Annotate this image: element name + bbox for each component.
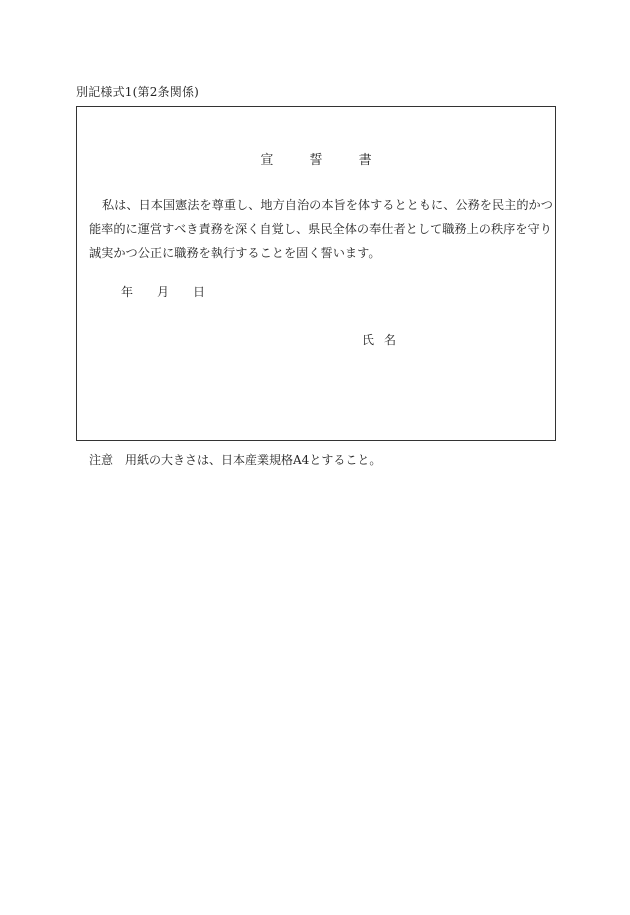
- note-text: 用紙の大きさは、日本産業規格A4とすること。: [125, 453, 382, 467]
- pledge-frame: [76, 106, 556, 441]
- title-char-1: 宣: [260, 153, 274, 168]
- title-char-2: 誓: [309, 153, 323, 168]
- name-field: [362, 331, 396, 348]
- form-label: 別記様式1(第2条関係): [76, 85, 200, 99]
- date-year-label: 年: [121, 285, 134, 299]
- document-title: [77, 149, 555, 168]
- date-day-label: 日: [193, 285, 206, 299]
- pledge-text: [89, 193, 553, 265]
- name-label-second: 名: [384, 333, 397, 347]
- pledge-line-2: 能率的に運営すべき責務を深く自覚し、県民全体の奉仕者として職務上の秩序を守り: [89, 222, 552, 236]
- note-label: 注意: [89, 453, 114, 467]
- footer-note: [89, 451, 381, 468]
- date-field: [121, 283, 205, 300]
- title-char-3: 書: [358, 153, 372, 168]
- pledge-line-1: 私は、日本国憲法を尊重し、地方自治の本旨を体するとともに、公務を民主的かつ: [102, 198, 553, 212]
- date-month-label: 月: [157, 285, 170, 299]
- name-label-first: 氏: [362, 333, 375, 347]
- pledge-line-3: 誠実かつ公正に職務を執行することを固く誓います。: [89, 246, 381, 260]
